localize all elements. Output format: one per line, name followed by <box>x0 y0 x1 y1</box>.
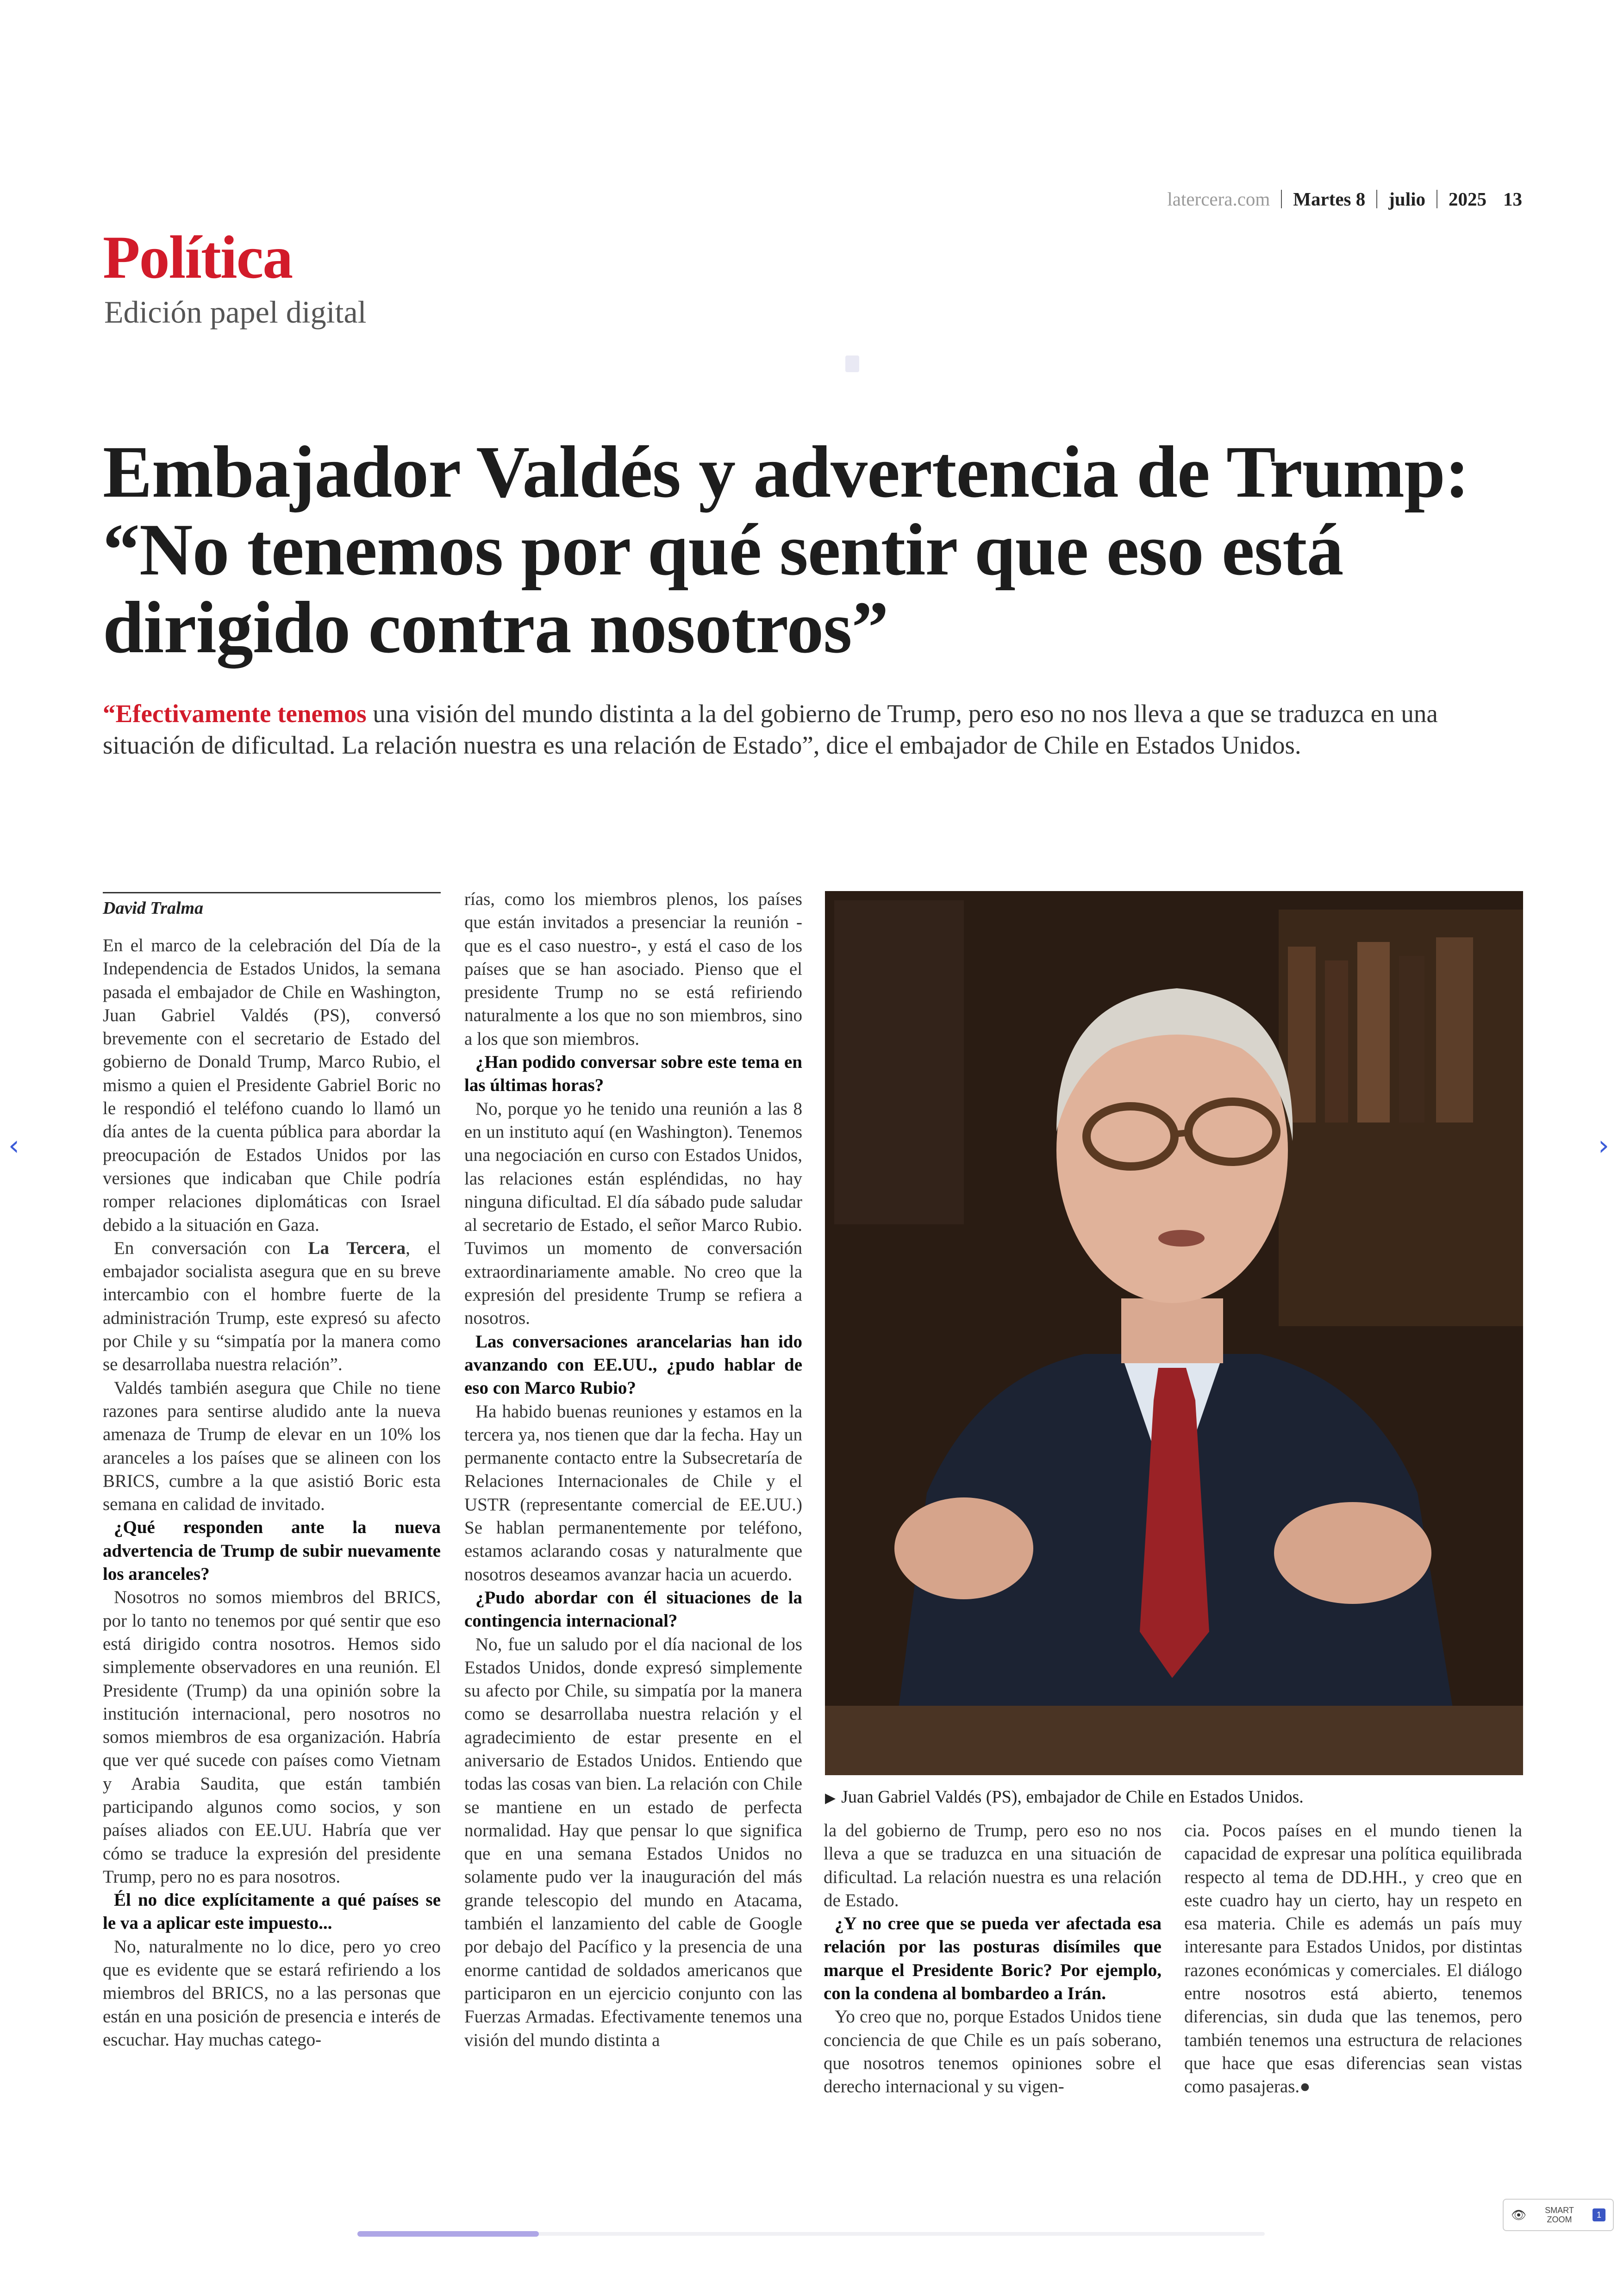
interview-answer: No, naturalmente no lo dice, pero yo creo que es evidente que se estará refiriendo a los miembros del BRICS, no a las personas que están en una posición de presencia e interés de escuchar. Hay muchas catego- <box>103 1936 441 2050</box>
article-column-2 <box>464 888 802 2110</box>
book <box>1357 942 1390 1123</box>
paragraph <box>103 1237 441 1377</box>
paragraph: la del gobierno de Trump, pero eso no nos lleva a que se traduzca en una situación de dificultad. La relación nuestra es una relación de Estado. <box>824 1821 1162 1910</box>
article-column-4 <box>1184 1819 1522 2106</box>
hand-left <box>894 1497 1033 1599</box>
interview-answer: Ha habido buenas reuniones y estamos en la tercera ya, nos tienen que dar la fecha. Hay un permanente contacto entre la Subsecretaría de Relaciones Internacionales de Chile y el USTR (representante comercial de EE.UU.) Se hablan permanentemente por teléfono, estamos aclarando cosas y naturalmente que nosotros deseamos avanzar hacia un acuerdo. <box>464 1401 802 1584</box>
mouth <box>1158 1230 1205 1247</box>
paragraph-text: , el embajador socialista asegura que en su breve intercambio con el hombre fuerte de la administración Trump, este expresó su afecto por Chile y su “simpatía por la manera como se desarrollaba nuestra relación”. <box>103 1238 441 1375</box>
glasses-bridge <box>1174 1133 1188 1134</box>
book <box>1436 937 1473 1123</box>
book <box>1325 960 1348 1123</box>
article-photo[interactable] <box>825 891 1523 1775</box>
caption-text: Juan Gabriel Valdés (PS), embajador de Chile en Estados Unidos. <box>841 1787 1304 1807</box>
smart-zoom-badge: 1 <box>1593 2208 1605 2221</box>
lead-text: una visión del mundo distinta a la del gobierno de Trump, pero eso no nos lleva a que se traduzca en una situación de dificultad. La relación nuestra es una relación de Estado”, dice el embajador de Chile en Estados Unidos. <box>103 699 1438 759</box>
smart-zoom-label <box>1545 2206 1574 2224</box>
neck <box>1121 1298 1223 1363</box>
end-mark-icon: ● <box>1299 2077 1311 2097</box>
interview-answer: No, porque yo he tenido una reunión a las 8 en un instituto aquí (en Washington). Tenemos una negociación en curso con Estados Unidos, las relaciones están espléndidas, no hay ninguna dificultad. El día sábado pude saludar al secretario de Estado, el señor Marco Rubio. Tuvimos un momento de conversación extraordinariamente amable. No creo que la expresión del presidente Trump se refiera a nosotros. <box>464 1098 802 1328</box>
caption-marker-icon: ▶ <box>825 1790 836 1806</box>
article-column-1 <box>103 934 441 2110</box>
lead-highlight: “Efectivamente tenemos <box>103 699 367 728</box>
page-scrollbar-thumb[interactable] <box>357 2231 539 2237</box>
book <box>1288 947 1316 1123</box>
day-label: Martes <box>1293 188 1351 210</box>
interview-question: ¿Y no cree que se pueda ver afectada esa relación por las posturas disímiles que marque el Presidente Boric? Por ejemplo, con la condena al bombardeo a Irán. <box>824 1914 1162 2004</box>
book <box>1399 956 1424 1123</box>
paragraph: En el marco de la celebración del Día de la Independencia de Estados Unidos, la semana pasada el embajador de Chile en Washington, Juan Gabriel Valdés (PS), conversó brevemente con el secretario de Estado del gobierno de Donald Trump, Marco Rubio, el mismo a quien el Presidente Gabriel Boric no le respondió el teléfono cuando lo llamó un día antes de la cuenta pública para abordar la preocupación de Estados Unidos por las versiones que indicaban que Chile podría romper relaciones diplomáticas con Israel debido a la situación en Gaza. <box>103 935 441 1235</box>
interview-answer: No, fue un saludo por el día nacional de los Estados Unidos, donde expresó simplemente su afecto por Chile, su simpatía por la manera como se desarrollaba nuestra relación y el agradecimiento de estar presente en el aniversario de Estados Unidos. Entiendo que todas las cosas van bien. La relación con Chile se mantiene en un estado de perfecta normalidad. Hay que pensar lo que significa que en una semana Estados Unidos no solamente pudo ver la inauguración del más grande telescopio del mundo en Atacama, también el lanzamiento del cable de Google por debajo del Pacífico y la presencia de una enorme cantidad de soldados americanos que participaron en un ejercicio conjunto con las Fuerzas Armadas. Efectivamente tenemos una visión del mundo distinta a <box>464 1634 802 2050</box>
smart-zoom-label-line: SMART <box>1545 2206 1574 2215</box>
interview-answer: Nosotros no somos miembros del BRICS, por lo tanto no tenemos por qué sentir que eso está dirigido contra nosotros. Hemos sido simplemente observadores en una reunión. El Presidente (Trump) da una opinión sobre la institución internacional, pero nosotros no somos miembros de esa organización. Habría que ver qué sucede con países como Vietnam y Arabia Saudita, que están también participando algunos como socios, y son países aliados con EE.UU. Habría que ver cómo se traduce la expresión del presidente Trump, pero no es para nosotros. <box>103 1587 441 1887</box>
byline: David Tralma <box>103 892 441 918</box>
interview-question: ¿Pudo abordar con él situaciones de la contingencia internacional? <box>464 1587 802 1631</box>
shelf <box>834 900 964 1224</box>
year-label: 2025 <box>1449 188 1487 210</box>
smart-zoom-button[interactable] <box>1503 2199 1614 2231</box>
article-lead <box>103 698 1529 761</box>
page-number: 13 <box>1503 188 1522 210</box>
page-masthead <box>1167 185 1522 213</box>
paragraph-text: En conversación con <box>114 1238 308 1258</box>
ad-marker-icon <box>845 355 859 372</box>
interview-question: Las conversaciones arancelarias han ido avanzando con EE.UU., ¿pudo hablar de eso con Marco Rubio? <box>464 1331 802 1398</box>
table <box>825 1706 1523 1775</box>
site-name[interactable]: latercera.com <box>1167 188 1270 210</box>
portrait-illustration <box>825 891 1523 1775</box>
newspaper-name: La Tercera <box>308 1238 406 1258</box>
divider <box>1376 190 1377 208</box>
interview-question: ¿Han podido conversar sobre este tema en las últimas horas? <box>464 1052 802 1096</box>
divider <box>1281 190 1282 208</box>
paragraph <box>1184 1819 1522 2099</box>
interview-question: ¿Qué responden ante la nueva advertencia de Trump de subir nuevamente los aranceles? <box>103 1517 441 1584</box>
hand-right <box>1274 1502 1431 1604</box>
next-page-icon[interactable]: › <box>1598 1129 1609 1162</box>
paragraph: Valdés también asegura que Chile no tiene razones para sentirse aludido ante la nueva amenaza de Trump de elevar en un 10% los aranceles a los países que se alineen con los BRICS, cumbre a la que asistió Boric esta semana en calidad de invitado. <box>103 1378 441 1515</box>
eye-icon: 👁 <box>1511 2208 1527 2222</box>
previous-page-icon[interactable]: ‹ <box>8 1129 19 1162</box>
date-number: 8 <box>1355 188 1366 210</box>
article-column-3 <box>824 1819 1162 2106</box>
paragraph-text: cia. Pocos países en el mundo tienen la capacidad de expresar una política equilibrada respecto al tema de DD.HH., y creo que en este cuadro hay un cierto, hay un respeto en esa materia. Chile es además un país muy interesante para Estados Unidos, por distintas razones económicas y comerciales. El diálogo entre nosotros está abierto, tenemos diferencias, sin duda que las tenemos, pero también tenemos una estructura de relaciones que hace que esas diferencias sean vistas como pasajeras. <box>1184 1821 1522 2097</box>
interview-question: Él no dice explícitamente a qué países se le va a aplicar este impuesto... <box>103 1890 441 1933</box>
month-label: julio <box>1388 188 1425 210</box>
article-headline: Embajador Valdés y advertencia de Trump: “No tenemos por qué sentir que eso está dirigido contra nosotros” <box>103 430 1469 668</box>
smart-zoom-label-line: ZOOM <box>1547 2215 1572 2224</box>
photo-caption <box>825 1787 1523 1807</box>
section-title: Política <box>103 223 293 291</box>
paragraph: rías, como los miembros plenos, los países que están invitados a presenciar la reunión -que es el caso nuestro-, y está el caso de los países que se han asociado. Pienso que el presidente Trump no se está refiriendo naturalmente a los que no son miembros, sino a los que son miembros. <box>464 889 802 1049</box>
section-subtitle: Edición papel digital <box>104 294 367 330</box>
interview-answer: Yo creo que no, porque Estados Unidos tiene conciencia de que Chile es un país soberano, que nosotros tenemos opiniones sobre el derecho internacional y su vigen- <box>824 2007 1162 2097</box>
